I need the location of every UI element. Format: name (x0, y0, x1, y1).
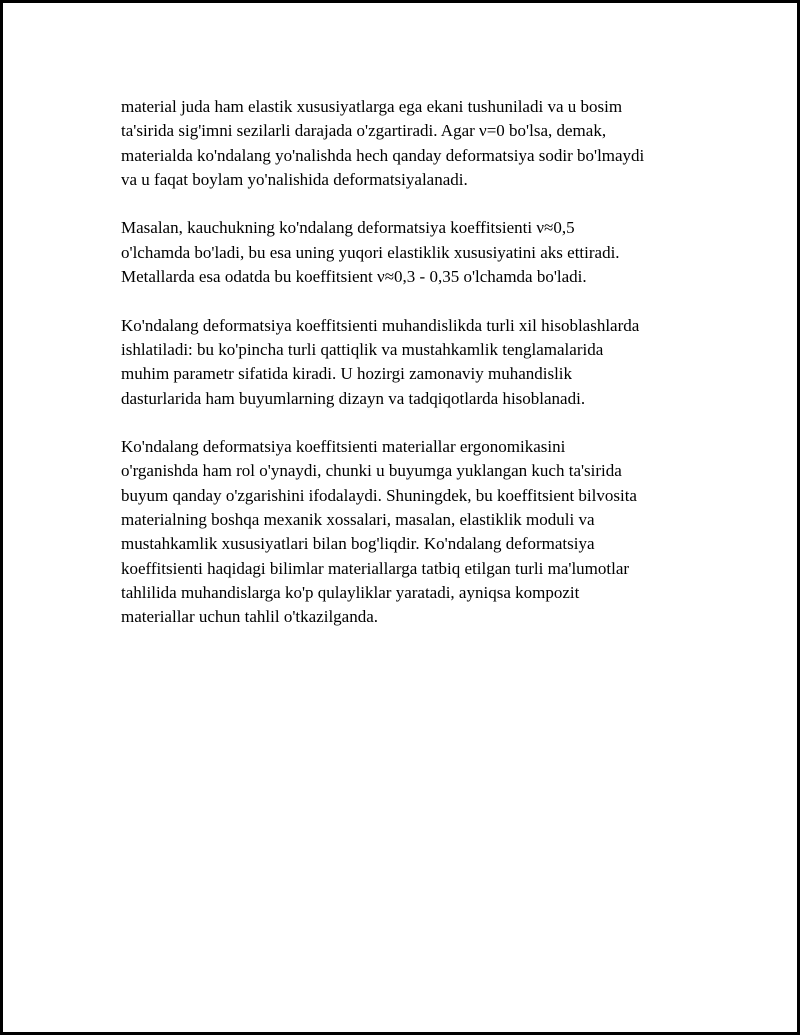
text-line: ishlatiladi: bu ko'pincha turli qattiqlik va mustahkamlik tenglamalarida (121, 339, 604, 359)
paragraph-2 (121, 216, 701, 289)
text-line: mustahkamlik xususiyatlari bilan bog'liqdir. Ko'ndalang deformatsiya (121, 534, 595, 554)
text-line: dasturlarida ham buyumlarning dizayn va tadqiqotlarda hisoblanadi. (121, 388, 586, 408)
text-line: materialning boshqa mexanik xossalari, masalan, elastiklik moduli va (121, 510, 595, 530)
paragraph-3 (121, 314, 701, 411)
paragraph-1 (121, 95, 701, 192)
text-line: o'rganishda ham rol o'ynaydi, chunki u buyumga yuklangan kuch ta'sirida (121, 461, 622, 481)
document-body (121, 95, 701, 654)
text-line: Metallarda esa odatda bu koeffitsient ν≈0,3 - 0,35 o'lchamda bo'ladi. (121, 267, 587, 287)
paragraph-4 (121, 435, 701, 629)
text-line: Ko'ndalang deformatsiya koeffitsienti materiallar ergonomikasini (121, 437, 566, 457)
text-line: Masalan, kauchukning ko'ndalang deformatsiya koeffitsienti ν≈0,5 (121, 218, 575, 238)
text-line: muhim parametr sifatida kiradi. U hozirgi zamonaviy muhandislik (121, 364, 573, 384)
text-line: buyum qanday o'zgarishini ifodalaydi. Shuningdek, bu koeffitsient bilvosita (121, 485, 637, 505)
text-line: koeffitsienti haqidagi bilimlar materiallarga tatbiq etilgan turli ma'lumotlar (121, 558, 630, 578)
text-line: material juda ham elastik xususiyatlarga ega ekani tushuniladi va u bosim (121, 97, 623, 116)
text-line: materialda ko'ndalang yo'nalishda hech qanday deformatsiya sodir bo'lmaydi (121, 145, 645, 165)
text-line: ta'sirida sig'imni sezilarli darajada o'zgartiradi. Agar ν=0 bo'lsa, demak, (121, 121, 607, 141)
text-line: o'lchamda bo'ladi, bu esa uning yuqori elastiklik xususiyatini aks ettiradi. (121, 242, 620, 262)
text-line: tahlilida muhandislarga ko'p qulayliklar yaratadi, ayniqsa kompozit (121, 582, 580, 602)
text-line: Ko'ndalang deformatsiya koeffitsienti muhandislikda turli xil hisoblashlarda (121, 315, 640, 335)
text-line: materiallar uchun tahlil o'tkazilganda. (121, 607, 379, 627)
text-line: va u faqat boylam yo'nalishida deformatsiyalanadi. (121, 169, 468, 189)
